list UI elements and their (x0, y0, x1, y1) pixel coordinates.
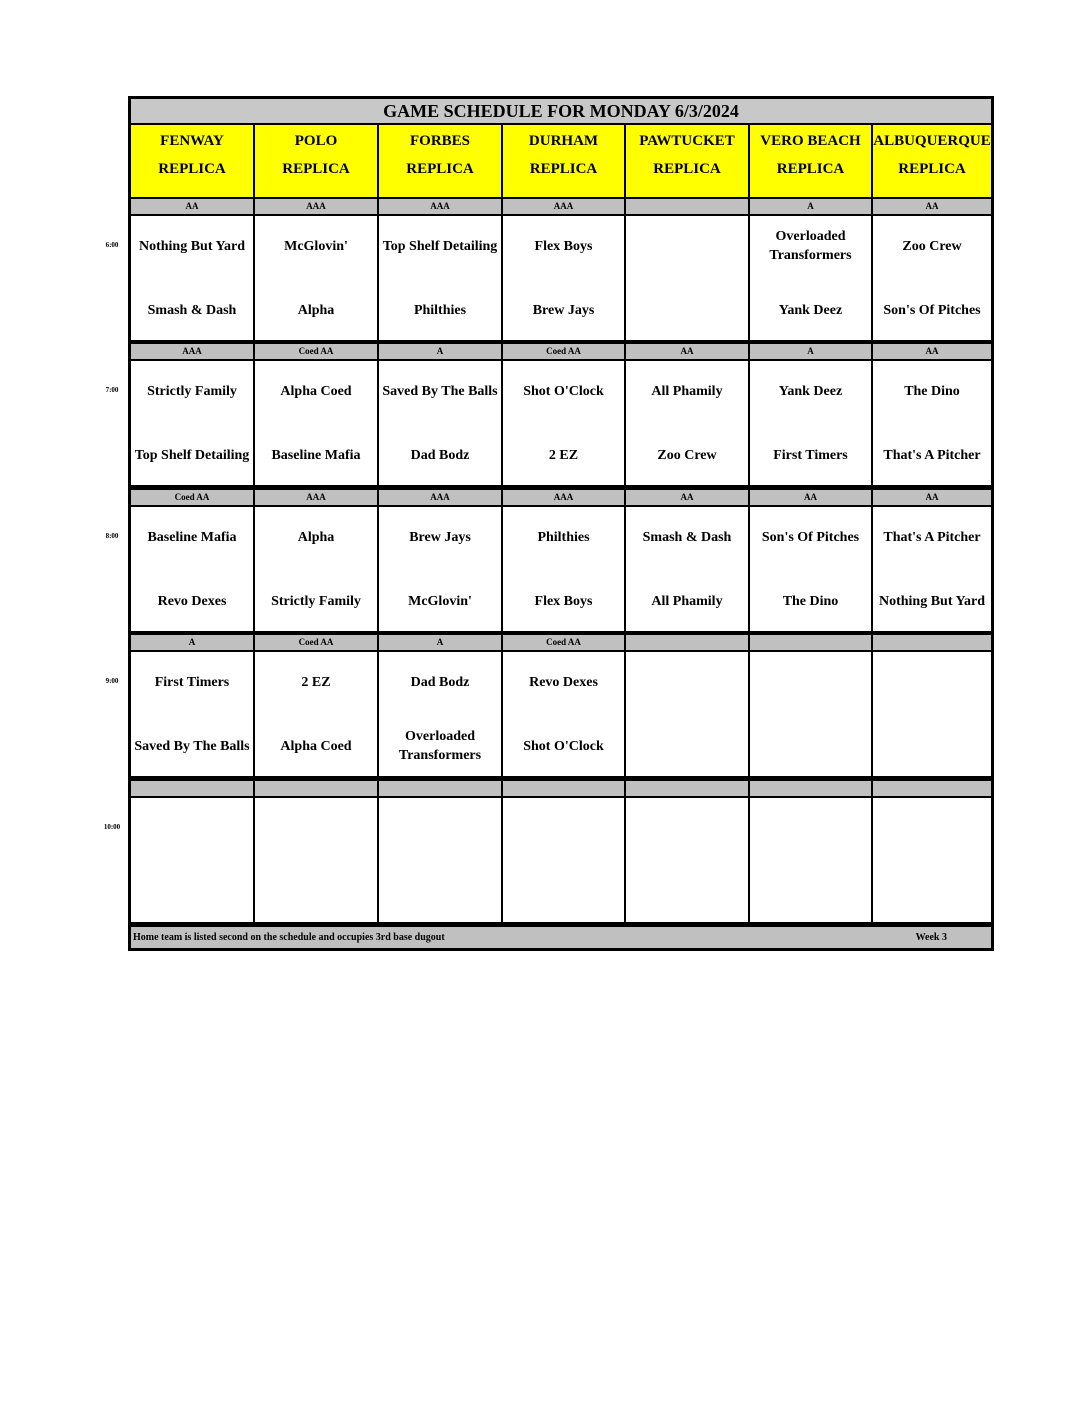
game-cell (873, 507, 991, 631)
away-team (255, 808, 377, 848)
game-cell (626, 216, 748, 340)
division-label: AA (873, 490, 991, 505)
home-team (503, 872, 624, 912)
game-row (131, 652, 991, 776)
game-cell (873, 652, 991, 776)
time-label: 9:00 (105, 677, 119, 685)
division-label (626, 635, 748, 650)
away-team (626, 226, 748, 266)
game-cell (379, 798, 501, 922)
away-team: Strictly Family (147, 383, 237, 399)
home-team: Overloaded Transformers (398, 729, 482, 763)
game-cell (750, 652, 871, 776)
game-cell (750, 798, 871, 922)
division-label: AA (131, 199, 253, 214)
division-label: AA (750, 490, 871, 505)
home-team (873, 726, 991, 766)
away-team (750, 808, 871, 848)
away-team (503, 808, 624, 848)
division-row (131, 781, 991, 796)
schedule-footer (131, 927, 991, 948)
home-team: That's A Pitcher (883, 447, 981, 463)
division-label: AAA (131, 344, 253, 359)
division-label: AA (873, 344, 991, 359)
away-team (873, 662, 991, 702)
game-cell (379, 507, 501, 631)
game-cell (255, 652, 377, 776)
time-label: 10:00 (103, 823, 121, 831)
home-team: Zoo Crew (657, 447, 717, 463)
division-label (750, 635, 871, 650)
home-team (255, 872, 377, 912)
game-cell (626, 361, 748, 485)
division-row (131, 490, 991, 505)
home-team: Philthies (413, 302, 467, 318)
home-team (626, 290, 748, 330)
away-team: Zoo Crew (902, 238, 962, 254)
week-label: Week 3 (915, 932, 947, 943)
home-team: The Dino (782, 593, 839, 609)
game-cell (503, 361, 624, 485)
home-team: Baseline Mafia (271, 447, 361, 463)
away-team: Smash & Dash (642, 529, 732, 545)
home-team: Nothing But Yard (878, 593, 986, 609)
field-subtitle: REPLICA (776, 161, 845, 177)
field-name: FORBES (409, 133, 470, 149)
division-label: AAA (255, 199, 377, 214)
game-cell (131, 798, 253, 922)
home-team: Flex Boys (534, 593, 593, 609)
away-team: Flex Boys (534, 238, 593, 254)
division-label (873, 781, 991, 796)
schedule-title: GAME SCHEDULE FOR MONDAY 6/3/2024 (131, 99, 991, 123)
home-team (379, 872, 501, 912)
away-team: First Timers (154, 674, 230, 690)
division-label: AA (626, 344, 748, 359)
away-team: Yank Deez (778, 383, 843, 399)
division-label: AAA (503, 490, 624, 505)
home-team: Brew Jays (532, 302, 595, 318)
division-label (379, 781, 501, 796)
field-header (503, 125, 624, 197)
division-label: Coed AA (503, 635, 624, 650)
away-team (873, 808, 991, 848)
away-team: Brew Jays (409, 529, 471, 545)
field-subtitle: REPLICA (529, 161, 598, 177)
division-label (626, 199, 748, 214)
division-label: AA (626, 490, 748, 505)
away-team (750, 662, 871, 702)
away-team: Overloaded Transformers (769, 229, 852, 263)
division-label: Coed AA (255, 344, 377, 359)
game-row (131, 361, 991, 485)
away-team: Top Shelf Detailing (382, 238, 498, 254)
home-team: Dad Bodz (410, 447, 470, 463)
game-cell (626, 798, 748, 922)
home-team (750, 726, 871, 766)
field-subtitle: REPLICA (653, 161, 721, 177)
field-name: ALBUQUERQUE (873, 133, 991, 149)
away-team: Baseline Mafia (147, 529, 237, 545)
field-subtitle: REPLICA (282, 161, 350, 177)
home-team (626, 726, 748, 766)
away-team: All Phamily (651, 383, 723, 399)
field-header-row (131, 125, 991, 197)
game-cell (255, 361, 377, 485)
division-label: Coed AA (503, 344, 624, 359)
time-label: 8:00 (105, 532, 119, 540)
field-name: VERO BEACH (760, 133, 861, 149)
division-label: A (379, 635, 501, 650)
time-label: 6:00 (105, 241, 119, 249)
game-cell (626, 507, 748, 631)
field-name: DURHAM (528, 133, 599, 149)
away-team (626, 662, 748, 702)
home-team (131, 872, 253, 912)
home-team: Strictly Family (271, 593, 361, 609)
field-header (131, 125, 253, 197)
away-team: The Dino (904, 383, 960, 399)
division-label: A (379, 344, 501, 359)
time-label: 7:00 (105, 386, 119, 394)
division-label: Coed AA (131, 490, 253, 505)
division-label (873, 635, 991, 650)
home-team (873, 872, 991, 912)
game-cell (255, 216, 377, 340)
game-cell (131, 361, 253, 485)
home-team: Revo Dexes (157, 593, 227, 609)
game-cell (626, 652, 748, 776)
home-team: Shot O'Clock (523, 738, 604, 754)
field-header (379, 125, 501, 197)
away-team (379, 808, 501, 848)
game-cell (379, 216, 501, 340)
home-team: Alpha (297, 302, 335, 318)
field-subtitle: REPLICA (158, 161, 226, 177)
away-team: Son's Of Pitches (761, 529, 860, 545)
division-label: Coed AA (255, 635, 377, 650)
field-name: FENWAY (160, 133, 224, 149)
home-team (626, 872, 748, 912)
home-team: 2 EZ (548, 447, 579, 463)
game-row (131, 216, 991, 340)
division-label: AAA (255, 490, 377, 505)
home-team (750, 872, 871, 912)
home-team: All Phamily (651, 593, 723, 609)
game-cell (750, 507, 871, 631)
footer-note: Home team is listed second on the schedule and occupies 3rd base dugout (133, 932, 445, 943)
away-team: Nothing But Yard (138, 238, 246, 254)
game-cell (255, 507, 377, 631)
game-cell (873, 361, 991, 485)
field-subtitle: REPLICA (898, 161, 966, 177)
game-cell (131, 216, 253, 340)
away-team: McGlovin' (284, 238, 348, 254)
away-team (131, 808, 253, 848)
division-label: AAA (379, 490, 501, 505)
game-cell (131, 652, 253, 776)
home-team: First Timers (773, 447, 848, 463)
away-team: Alpha Coed (280, 383, 352, 399)
home-team: Top Shelf Detailing (134, 447, 250, 463)
division-label (255, 781, 377, 796)
away-team (626, 808, 748, 848)
game-cell (750, 361, 871, 485)
home-team: Yank Deez (778, 302, 843, 318)
home-team: Son's Of Pitches (883, 302, 981, 318)
division-label: AAA (379, 199, 501, 214)
game-row (131, 507, 991, 631)
game-cell (503, 798, 624, 922)
division-label: AA (873, 199, 991, 214)
away-team: 2 EZ (301, 674, 331, 690)
division-label: A (750, 344, 871, 359)
game-cell (503, 507, 624, 631)
game-cell (379, 652, 501, 776)
home-team: Alpha Coed (280, 738, 352, 754)
division-label (626, 781, 748, 796)
game-cell (503, 652, 624, 776)
division-label (131, 781, 253, 796)
away-team: Philthies (537, 529, 590, 545)
home-team: Saved By The Balls (134, 738, 250, 754)
field-name: POLO (294, 133, 338, 149)
field-header (873, 125, 991, 197)
game-cell (873, 798, 991, 922)
game-cell (503, 216, 624, 340)
field-subtitle: REPLICA (406, 161, 474, 177)
away-team: Alpha (297, 529, 335, 545)
game-cell (873, 216, 991, 340)
field-header (750, 125, 871, 197)
away-team: Shot O'Clock (523, 383, 604, 399)
division-row (131, 344, 991, 359)
field-header (255, 125, 377, 197)
division-label: AAA (503, 199, 624, 214)
away-team: Saved By The Balls (382, 383, 498, 399)
game-cell (379, 361, 501, 485)
division-row (131, 635, 991, 650)
home-team: Smash & Dash (147, 302, 237, 318)
away-team: That's A Pitcher (883, 529, 981, 545)
schedule-table (128, 96, 994, 951)
home-team: McGlovin' (408, 593, 472, 609)
field-name: PAWTUCKET (639, 133, 735, 149)
field-header (626, 125, 748, 197)
game-cell (255, 798, 377, 922)
division-label (750, 781, 871, 796)
division-row (131, 199, 991, 214)
division-label (503, 781, 624, 796)
division-label: A (750, 199, 871, 214)
game-row (131, 798, 991, 922)
away-team: Revo Dexes (529, 674, 598, 690)
division-label: A (131, 635, 253, 650)
game-cell (750, 216, 871, 340)
away-team: Dad Bodz (410, 674, 470, 690)
game-cell (131, 507, 253, 631)
